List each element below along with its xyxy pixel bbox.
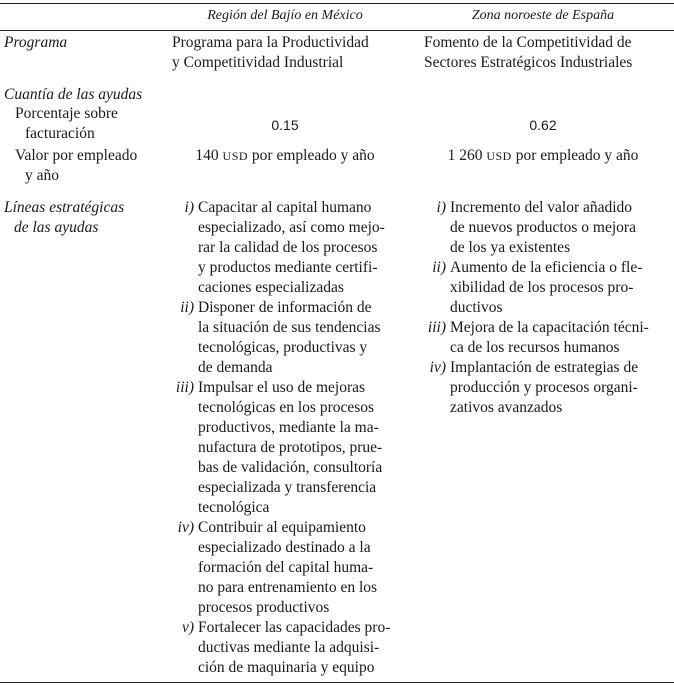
bajio-item: Capacitar al capital humano especializado, así como mejo- rar la calidad de los procesos y productos mediante certifi- caciones especializadas xyxy=(198,199,385,296)
espana-item: Mejora de la capacitación técni- ca de los recursos humanos xyxy=(450,319,649,356)
header-espana: Zona noroeste de España xyxy=(471,8,615,23)
cuantia-label: Cuantía de las ayudas xyxy=(4,86,143,103)
bajio-item: Contribuir al equipamiento especializado destinado a la formación del capital huma- no para entrenamiento en los procesos productivos xyxy=(198,519,378,616)
bajio-item-number: iii) xyxy=(175,379,194,396)
bajio-item: Impulsar el uso de mejoras tecnológicas en los procesos productivos, mediante la ma- nufactura de prototipos, prue- bas de validación, consultoría especializada y transferencia tecnológica xyxy=(198,379,383,516)
espana-item-number: ii) xyxy=(432,259,446,276)
espana-item-number: i) xyxy=(436,199,446,216)
programa-label: Programa xyxy=(4,34,68,51)
espana-item: Aumento de la eficiencia o fle- xibilidad de los procesos pro- ductivos xyxy=(450,259,643,316)
porcentaje-label: Porcentaje sobre facturación xyxy=(15,105,118,142)
bajio-item-number: v) xyxy=(181,619,194,636)
valor-label: Valor por empleado y año xyxy=(15,147,138,184)
porcentaje-bajio: 0.15 xyxy=(271,117,299,133)
espana-item-number: iii) xyxy=(427,319,446,336)
espana-item-number: iv) xyxy=(429,359,446,376)
bajio-item-number: i) xyxy=(184,199,194,216)
porcentaje-espana: 0.62 xyxy=(529,117,557,133)
espana-item: Implantación de estrategias de producción y procesos organi- zativos avanzados xyxy=(450,359,639,416)
lineas-label: Líneas estratégicas de las ayudas xyxy=(4,199,125,236)
header-bajio: Región del Bajío en México xyxy=(207,8,363,23)
valor-bajio: 140 USD por empleado y año xyxy=(195,147,375,164)
programa-bajio: Programa para la Productividad y Competitividad Industrial xyxy=(172,34,369,71)
bajio-item: Disponer de información de la situación de sus tendencias tecnológicas, productivas y de demanda xyxy=(198,299,381,376)
bajio-item-number: ii) xyxy=(180,299,194,316)
bajio-item-number: iv) xyxy=(177,519,194,536)
table-bottom-rule xyxy=(0,682,674,683)
bajio-item: Fortalecer las capacidades pro- ductivas mediante la adquisi- ción de maquinaria y equipo xyxy=(198,619,391,676)
valor-espana: 1 260 USD por empleado y año xyxy=(447,147,639,164)
header-rule xyxy=(0,30,674,31)
espana-item: Incremento del valor añadido de nuevos productos o mejora de los ya existentes xyxy=(450,199,636,256)
programa-espana: Fomento de la Competitividad de Sectores Estratégicos Industriales xyxy=(424,34,633,71)
table-top-rule xyxy=(0,3,674,4)
